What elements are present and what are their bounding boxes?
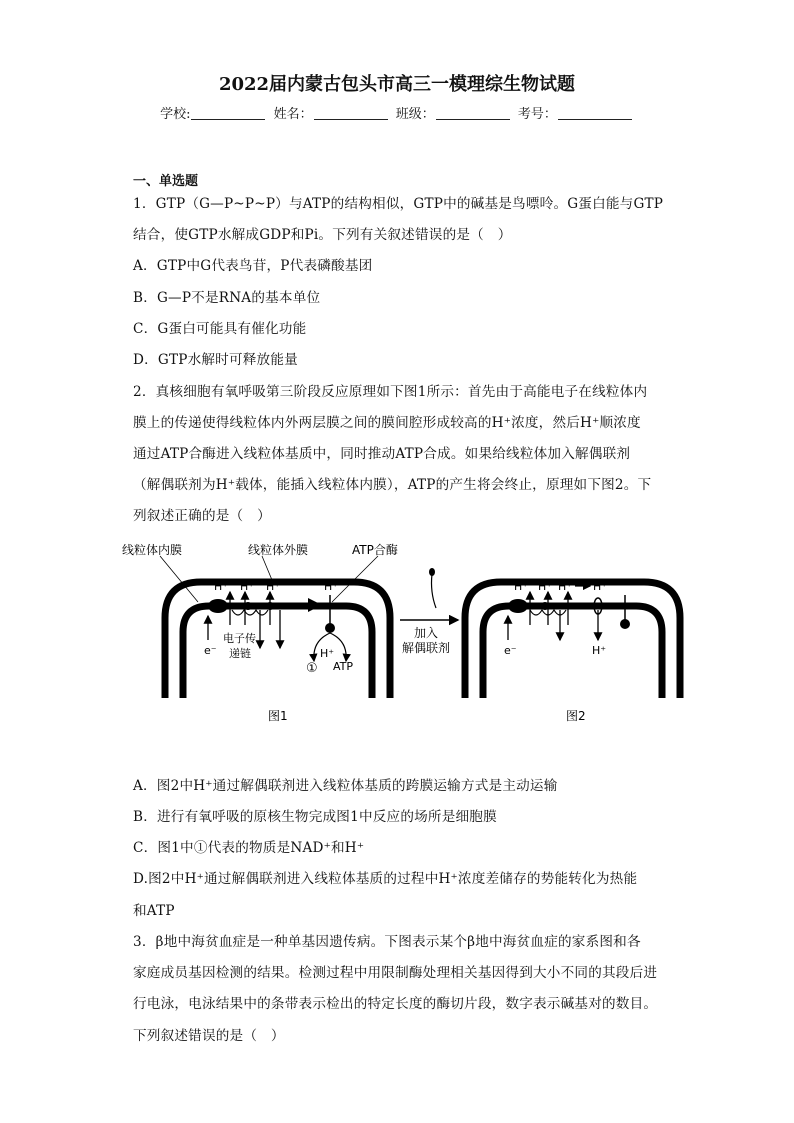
fig1-atp-synthase-head	[325, 623, 335, 633]
q1-option-a: A．GTP中G代表鸟苷，P代表磷酸基团	[133, 258, 373, 274]
q3-stem-line-1: 3．β地中海贫血症是一种单基因遗传病。下图表示某个β地中海贫血症的家系图和各	[133, 934, 641, 950]
fig2-h-4: H⁺	[593, 580, 608, 593]
fig1-outer-leader	[262, 556, 272, 580]
page-title: 2022届内蒙古包头市高三一模理综生物试题	[218, 74, 576, 95]
q2-option-d-line-1: D.图2中H⁺通过解偶联剂进入线粒体基质的过程中H⁺浓度差储存的势能转化为热能	[133, 871, 638, 887]
number-blank[interactable]	[558, 107, 632, 120]
q2-stem-line-1: 2．真核细胞有氧呼吸第三阶段反应原理如下图1所示：首先由于高能电子在线粒体内	[133, 384, 648, 400]
fig1-chain-label-1: 电子传	[223, 632, 256, 645]
q2-stem-line-4: （解偶联剂为H⁺载体，能插入线粒体内膜），ATP的产生将会终止，原理如下图2。下	[133, 477, 652, 493]
name-label: 姓名：	[273, 107, 313, 122]
fig1-caption: 图1	[268, 709, 288, 723]
fig2-caption: 图2	[566, 709, 586, 723]
fig1-h-3: H⁺	[266, 580, 281, 593]
name-blank[interactable]	[314, 107, 388, 120]
q2-option-b: B．进行有氧呼吸的原核生物完成图1中反应的场所是细胞膜	[133, 809, 497, 825]
q3-stem-line-4: 下列叙述错误的是（ ）	[133, 1028, 285, 1044]
q1-option-b: B．G—P不是RNA的基本单位	[133, 290, 321, 306]
fig1-circle-1: ①	[306, 661, 318, 676]
q3-stem-line-3: 行电泳，电泳结果中的条带表示检出的特定长度的酶切片段，数字表示碱基对的数目。	[133, 996, 658, 1012]
add-label-2: 解偶联剂	[402, 641, 451, 655]
q1-stem-line-2: 结合，使GTP水解成GDP和Pi。下列有关叙述错误的是（ ）	[133, 227, 512, 243]
mitochondria-diagram	[120, 540, 690, 730]
q2-stem-line-5: 列叙述正确的是（ ）	[133, 508, 271, 524]
q1-stem-line-1: 1．GTP（G—P~P~P）与ATP的结构相似，GTP中的碱基是鸟嘌呤。G蛋白能与GTP	[133, 196, 664, 212]
fig2-h-5: H⁺	[592, 644, 607, 657]
q2-option-c: C．图1中①代表的物质是NAD⁺和H⁺	[133, 840, 365, 856]
fig1-h-4: H⁺	[324, 580, 339, 593]
school-label: 学校:	[160, 107, 191, 122]
q2-option-d-line-2: 和ATP	[133, 903, 175, 919]
fig1-h-5: H⁺	[320, 647, 335, 660]
q1-option-d: D．GTP水解时可释放能量	[133, 352, 298, 368]
fig1-complex-1	[208, 599, 228, 613]
fig2-h-2: H⁺	[538, 580, 553, 593]
fig2-atp-synthase-head	[620, 619, 630, 629]
section-heading: 一、单选题	[133, 174, 199, 189]
fig1-h-2: H⁺	[240, 580, 255, 593]
fig1-outer-membrane	[165, 582, 390, 698]
fig1-label-inner: 线粒体内膜	[122, 543, 183, 557]
q2-stem-line-3: 通过ATP合酶进入线粒体基质中，同时推动ATP合成。如果给线粒体加入解偶联剂	[133, 446, 631, 462]
number-label: 考号：	[517, 107, 557, 122]
add-label-1: 加入	[414, 626, 439, 640]
q3-stem-line-2: 家庭成员基因检测的结果。检测过程中用限制酶处理相关基因得到大小不同的其段后进	[133, 965, 658, 981]
fig2-electron-label: e⁻	[504, 644, 517, 657]
student-info-row	[0, 103, 794, 122]
mitochondria-figure	[120, 540, 690, 730]
fig1-label-outer: 线粒体外膜	[248, 543, 309, 557]
q1-option-c: C．G蛋白可能具有催化功能	[133, 321, 307, 337]
school-blank[interactable]	[191, 107, 265, 120]
fig2-complex-1	[508, 599, 528, 613]
class-label: 班级：	[395, 107, 435, 122]
fig2-outer-membrane	[465, 582, 680, 698]
fig2-h-1: H⁺	[514, 580, 529, 593]
fig1-atp-label: ATP	[333, 660, 354, 673]
q2-stem-line-2: 膜上的传递使得线粒体内外两层膜之间的膜间腔形成较高的H⁺浓度，然后H⁺顺浓度	[133, 415, 641, 431]
class-blank[interactable]	[436, 107, 510, 120]
fig1-chain-label-2: 递链	[229, 647, 251, 660]
q2-option-a: A．图2中H⁺通过解偶联剂进入线粒体基质的跨膜运输方式是主动运输	[133, 778, 558, 794]
dropper-stem	[432, 574, 437, 608]
fig1-h-1: H⁺	[214, 580, 229, 593]
fig1-inner-leader	[160, 556, 198, 602]
fig1-electron-label: e⁻	[204, 644, 217, 657]
fig1-label-synthase: ATP合酶	[352, 543, 398, 557]
dropper-drop	[429, 568, 435, 576]
fig2-h-3: H⁺	[558, 580, 573, 593]
fig1-chain-loops	[232, 610, 268, 615]
